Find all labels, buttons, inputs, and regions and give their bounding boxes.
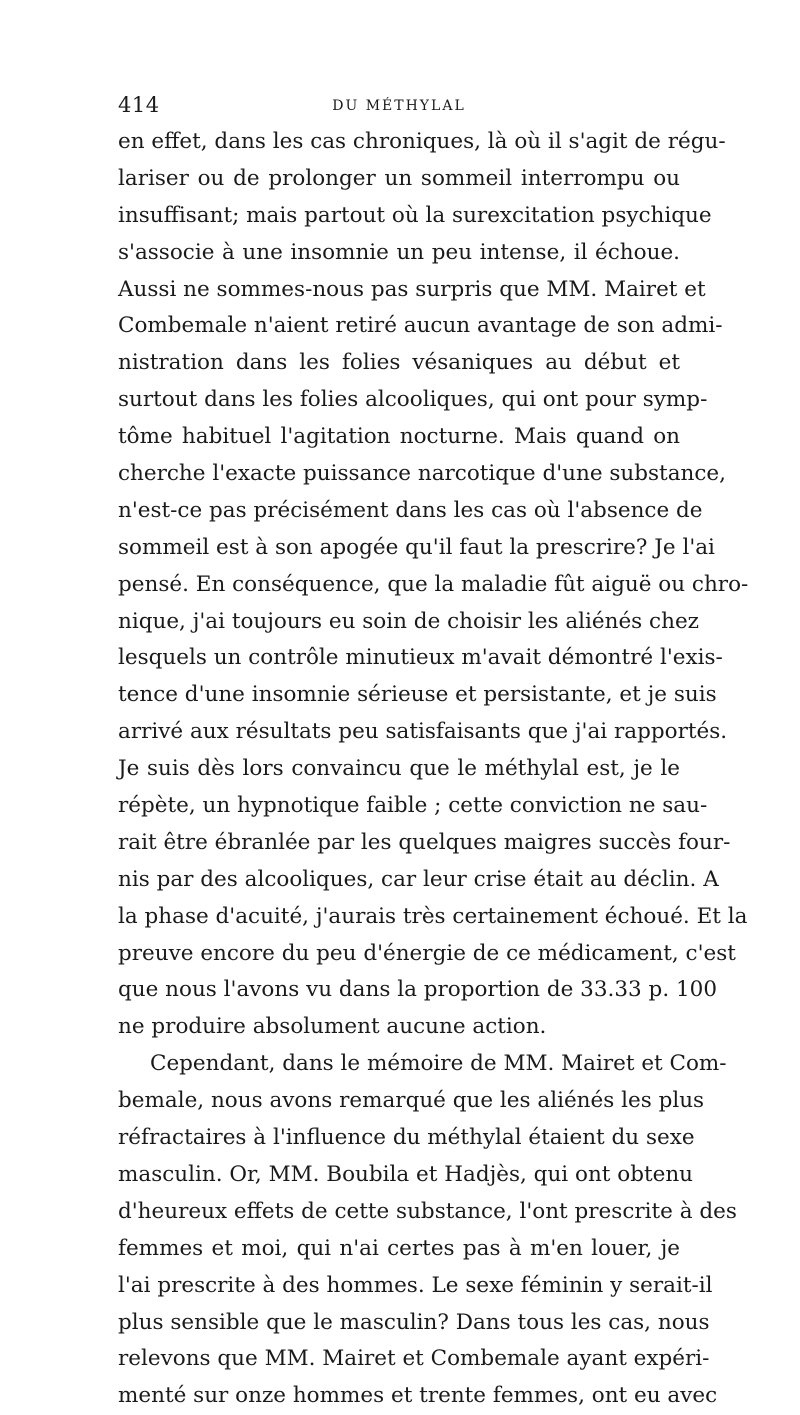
running-title: DU MÉTHYLAL bbox=[332, 98, 466, 114]
text-line: s'associe à une insomnie un peu intense, il échoue. bbox=[118, 239, 680, 265]
text-line: en effet, dans les cas chroniques, là où il s'agit de régu- bbox=[118, 129, 726, 154]
text-line: nique, j'ai toujours eu soin de choisir les aliénés chez bbox=[118, 608, 699, 634]
paragraph-start-line: Cependant, dans le mémoire de MM. Mairet et Com- bbox=[150, 1051, 727, 1077]
text-line: lariser ou de prolonger un sommeil interrompu ou bbox=[118, 165, 680, 191]
text-line: femmes et moi, qui n'ai certes pas à m'en louer, je bbox=[118, 1235, 680, 1261]
text-line: d'heureux effets de cette substance, l'ont prescrite à des bbox=[118, 1198, 737, 1224]
text-line: plus sensible que le masculin? Dans tous les cas, nous bbox=[118, 1309, 710, 1335]
text-line: n'est-ce pas précisément dans les cas où l'absence de bbox=[118, 497, 703, 523]
text-line: réfractaires à l'influence du méthylal étaient du sexe bbox=[118, 1125, 695, 1151]
text-line: Aussi ne sommes-nous pas surpris que MM. Mairet et bbox=[118, 276, 706, 302]
text-line: pensé. En conséquence, que la maladie fût aiguë ou chro- bbox=[118, 571, 749, 597]
text-line: insuffisant; mais partout où la surexcitation psychique bbox=[118, 202, 712, 228]
text-line: que nous l'avons vu dans la proportion de 33.33 p. 100 bbox=[118, 977, 718, 1003]
text-line: Combemale n'aient retiré aucun avantage de son admi- bbox=[118, 313, 723, 339]
text-line: Je suis dès lors convaincu que le méthylal est, je le bbox=[118, 756, 680, 782]
text-line: nis par des alcooliques, car leur crise était au déclin. A bbox=[118, 866, 719, 892]
text-line: la phase d'acuité, j'aurais très certainement échoué. Et la bbox=[118, 903, 748, 929]
text-line: relevons que MM. Mairet et Combemale ayant expéri- bbox=[118, 1346, 710, 1372]
text-line: bemale, nous avons remarqué que les aliénés les plus bbox=[118, 1088, 705, 1114]
text-line: sommeil est à son apogée qu'il faut la prescrire? Je l'ai bbox=[118, 534, 715, 560]
text-line: l'ai prescrite à des hommes. Le sexe féminin y serait-il bbox=[118, 1272, 713, 1298]
text-line: surtout dans les folies alcooliques, qui ont pour symp- bbox=[118, 387, 708, 413]
text-line: répète, un hypnotique faible ; cette conviction ne sau- bbox=[118, 793, 708, 819]
text-line: rait être ébranlée par les quelques maigres succès four- bbox=[118, 829, 731, 855]
text-line: tôme habituel l'agitation nocturne. Mais quand on bbox=[118, 424, 680, 450]
text-line: arrivé aux résultats peu satisfaisants que j'ai rapportés. bbox=[118, 719, 728, 745]
text-line: menté sur onze hommes et trente femmes, ont eu avec bbox=[118, 1383, 718, 1409]
text-line: nistration dans les folies vésaniques au début et bbox=[118, 350, 680, 376]
page-number: 414 bbox=[118, 93, 160, 117]
text-line: lesquels un contrôle minutieux m'avait démontré l'exis- bbox=[118, 645, 723, 671]
paragraph-end-line: ne produire absolument aucune action. bbox=[118, 1014, 547, 1040]
body-text bbox=[118, 124, 749, 1415]
text-line: preuve encore du peu d'énergie de ce médicament, c'est bbox=[118, 940, 736, 966]
text-line: cherche l'exacte puissance narcotique d'une substance, bbox=[118, 461, 726, 487]
text-line: tence d'une insomnie sérieuse et persistante, et je suis bbox=[118, 682, 717, 708]
text-line: masculin. Or, MM. Boubila et Hadjès, qui ont obtenu bbox=[118, 1161, 694, 1187]
page-header bbox=[118, 92, 680, 118]
